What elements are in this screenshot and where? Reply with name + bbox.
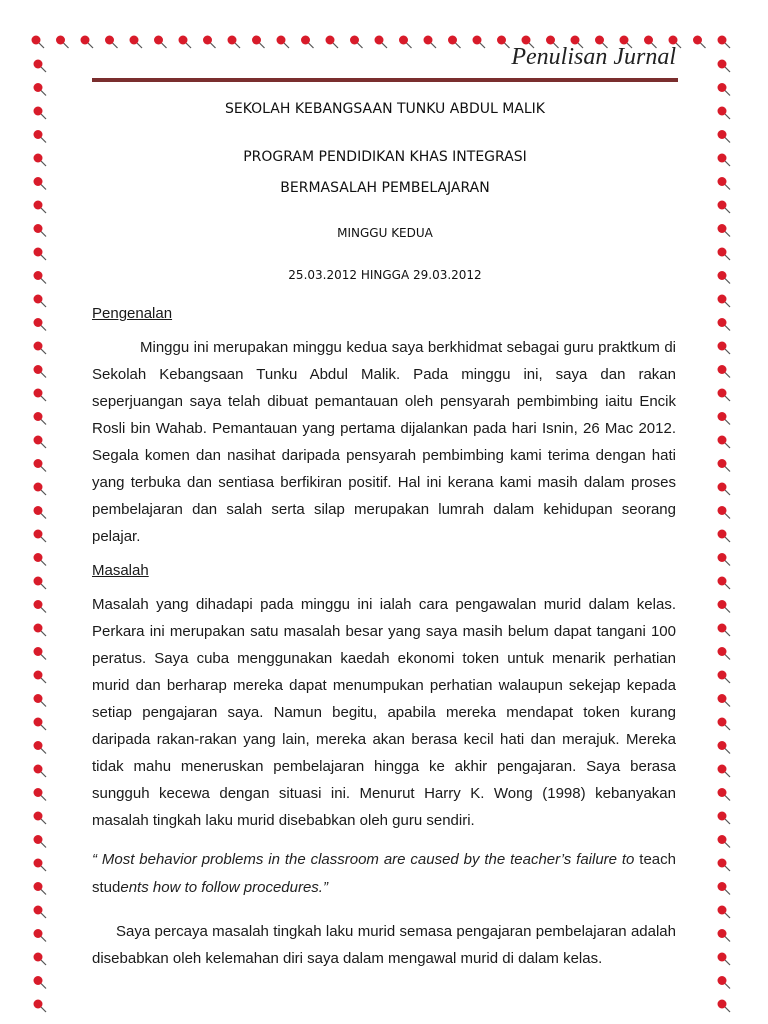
- border-dot: [34, 459, 47, 472]
- border-dot: [718, 36, 731, 49]
- program-title-line-2: BERMASALAH PEMBELAJARAN: [280, 180, 490, 196]
- border-dot: [34, 577, 47, 590]
- border-dot: [326, 36, 339, 49]
- border-dot: [399, 36, 412, 49]
- border-dot: [34, 835, 47, 848]
- border-dot: [34, 976, 47, 989]
- border-dot: [718, 671, 731, 684]
- border-dot: [350, 36, 363, 49]
- border-dot: [718, 765, 731, 778]
- border-dot: [473, 36, 486, 49]
- border-dot: [56, 36, 69, 49]
- border-dot: [34, 553, 47, 566]
- border-dot: [34, 107, 47, 120]
- border-dot: [34, 342, 47, 355]
- border-dot: [718, 60, 731, 73]
- border-dot: [718, 882, 731, 895]
- border-dot: [718, 1000, 731, 1013]
- border-dot: [34, 765, 47, 778]
- quote-text-part-3: ents how to follow procedures.”: [120, 879, 328, 896]
- border-dot: [718, 365, 731, 378]
- border-dot: [718, 624, 731, 637]
- border-dot: [718, 718, 731, 731]
- border-dot: [34, 248, 47, 261]
- border-dot: [34, 812, 47, 825]
- border-dot: [718, 530, 731, 543]
- border-dot: [718, 929, 731, 942]
- quote-paragraph: [92, 846, 676, 902]
- border-dot: [81, 36, 94, 49]
- border-dot: [179, 36, 192, 49]
- border-dot: [718, 107, 731, 120]
- border-dot: [718, 553, 731, 566]
- school-name: SEKOLAH KEBANGSAAN TUNKU ABDUL MALIK: [225, 101, 545, 117]
- border-dot: [718, 953, 731, 966]
- problem-heading: Masalah: [92, 562, 149, 579]
- border-dot: [718, 130, 731, 143]
- border-dot: [105, 36, 118, 49]
- border-dot: [718, 600, 731, 613]
- border-dot: [34, 483, 47, 496]
- border-dot: [718, 201, 731, 214]
- header-divider: [92, 78, 678, 82]
- border-dot: [718, 318, 731, 331]
- border-dot: [32, 36, 45, 49]
- border-dot: [718, 788, 731, 801]
- border-dot: [130, 36, 143, 49]
- border-dot: [34, 412, 47, 425]
- border-dot: [718, 741, 731, 754]
- intro-heading: Pengenalan: [92, 305, 173, 322]
- border-dot: [34, 83, 47, 96]
- border-dot: [34, 647, 47, 660]
- journal-body: [92, 305, 676, 984]
- border-dot: [718, 459, 731, 472]
- border-dot: [34, 741, 47, 754]
- border-dot: [34, 224, 47, 237]
- border-dot: [448, 36, 461, 49]
- border-dot: [34, 718, 47, 731]
- border-dot: [718, 906, 731, 919]
- border-dot: [34, 530, 47, 543]
- border-dot: [497, 36, 510, 49]
- border-dot: [228, 36, 241, 49]
- border-dot: [718, 154, 731, 167]
- border-dot: [34, 694, 47, 707]
- border-dot: [718, 506, 731, 519]
- border-dot: [154, 36, 167, 49]
- border-dot: [277, 36, 290, 49]
- border-dot: [375, 36, 388, 49]
- intro-paragraph: Minggu ini merupakan minggu kedua saya berkhidmat sebagai guru praktkum di Sekolah Kebangsaan Tunku Abdul Malik. Pada minggu ini, saya dan rakan seperjuangan saya telah dibuat pemantauan oleh pensyarah pembimbing iaitu Encik Rosli bin Wahab. Pemantauan yang pertama dijalankan pada hari Isnin, 26 Mac 2012. Segala komen dan nasihat daripada pensyarah pembimbing kami terima dengan hati yang terbuka dan sentiasa berfikiran positif. Hal ini kerana kami masih dalam proses pembelajaran dan salah serta silap merupakan lumrah dalam kehidupan seorang pelajar.: [92, 339, 676, 545]
- border-dot: [718, 271, 731, 284]
- border-dot: [301, 36, 314, 49]
- border-dot: [34, 271, 47, 284]
- border-dot: [34, 389, 47, 402]
- border-dot: [34, 600, 47, 613]
- border-dot: [34, 295, 47, 308]
- border-dot: [718, 248, 731, 261]
- border-dot: [718, 224, 731, 237]
- border-dot: [34, 177, 47, 190]
- border-dot: [718, 694, 731, 707]
- border-dot: [693, 36, 706, 49]
- border-dot: [718, 412, 731, 425]
- border-dot: [34, 436, 47, 449]
- border-dot: [34, 882, 47, 895]
- border-dot: [718, 577, 731, 590]
- border-dot: [34, 154, 47, 167]
- border-dot: [34, 506, 47, 519]
- final-paragraph: Saya percaya masalah tingkah laku murid semasa pengajaran pembelajaran adalah disebabkan oleh kelemahan diri saya dalam mengawal murid di dalam kelas.: [92, 923, 676, 967]
- program-title-line-1: PROGRAM PENDIDIKAN KHAS INTEGRASI: [243, 149, 527, 165]
- border-dot: [34, 624, 47, 637]
- border-dot: [34, 859, 47, 872]
- border-dot: [718, 812, 731, 825]
- border-dot: [718, 976, 731, 989]
- border-dot: [34, 1000, 47, 1013]
- quote-text-part-2: teach stud: [92, 851, 676, 896]
- border-dot: [718, 83, 731, 96]
- border-dot: [34, 201, 47, 214]
- journal-header-title: Penulisan Jurnal: [511, 44, 676, 70]
- week-label: MINGGU KEDUA: [337, 226, 433, 240]
- border-dot: [718, 177, 731, 190]
- border-dot: [252, 36, 265, 49]
- border-dot: [718, 483, 731, 496]
- problem-paragraph: Masalah yang dihadapi pada minggu ini ialah cara pengawalan murid dalam kelas. Perkara ini merupakan satu masalah besar yang saya masih belum dapat tangani 100 peratus. Saya cuba menggunakan kaedah ekonomi token untuk menarik perhatian murid dan berharap mereka dapat menumpukan perhatian walaupun sekejap kepada setiap pengajaran saya. Namun begitu, apabila mereka mendapat token kurang daripada rakan-rakan yang lain, mereka akan berasa kecil hati dan merajuk. Mereka tidak mahu meneruskan pembelajaran hingga ke akhir pengajaran. Saya berasa sungguh kecewa dengan situasi ini. Menurut Harry K. Wong (1998) kebanyakan masalah tingkah laku murid disebabkan oleh guru sendiri.: [92, 596, 676, 829]
- border-dot: [34, 906, 47, 919]
- border-dot: [34, 788, 47, 801]
- border-dot: [34, 365, 47, 378]
- border-dot: [718, 436, 731, 449]
- border-dot: [34, 671, 47, 684]
- border-dot: [34, 60, 47, 73]
- border-dot: [718, 835, 731, 848]
- border-dot: [34, 929, 47, 942]
- border-dot: [718, 647, 731, 660]
- border-dot: [718, 859, 731, 872]
- border-dot: [203, 36, 216, 49]
- date-range: 25.03.2012 HINGGA 29.03.2012: [288, 268, 482, 282]
- border-dot: [424, 36, 437, 49]
- border-dot: [34, 953, 47, 966]
- border-dot: [718, 295, 731, 308]
- border-dot: [34, 130, 47, 143]
- border-dot: [718, 342, 731, 355]
- border-dot: [34, 318, 47, 331]
- quote-text-part-1: “ Most behavior problems in the classroom are caused by the teacher’s failure to: [92, 851, 640, 868]
- border-dot: [718, 389, 731, 402]
